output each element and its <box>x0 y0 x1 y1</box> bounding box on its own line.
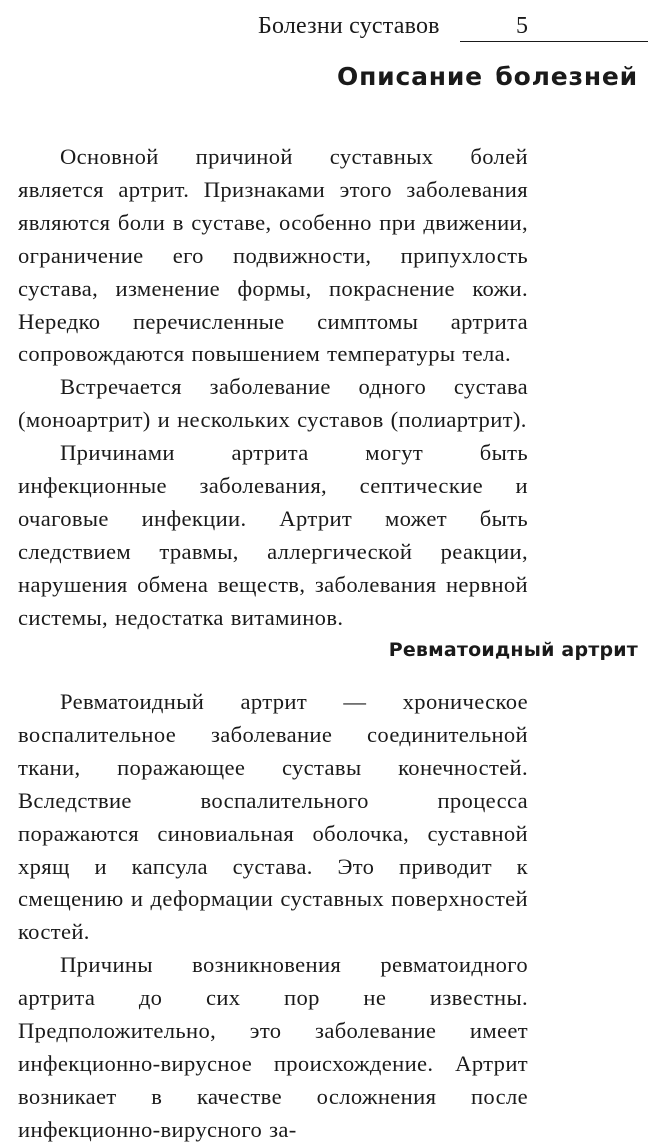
page-number: 5 <box>516 13 528 39</box>
paragraph: Причинами артрита могут быть инфекционные заболевания, септические и очаговые инфекции. Артрит может быть следствием травмы, аллергической реакции, нарушения обмена веществ, заболевания нервной системы, недостатка витаминов. <box>18 440 528 630</box>
paragraph: Ревматоидный артрит — хроническое воспалительное заболевание соединительной ткани, поражающее суставы конечностей. Вследствие воспалительного процесса поражаются синовиальная оболочка, суставной хрящ и капсула сустава. Это приводит к смещению и деформации суставных поверхностей костей. <box>18 689 528 945</box>
section-body <box>18 141 528 635</box>
subsection-body <box>18 686 528 1147</box>
paragraph: Встречается заболевание одного сустава (моноартрит) и нескольких суставов (полиартрит). <box>18 374 528 433</box>
header-rule <box>460 41 648 42</box>
running-header-title: Болезни суставов <box>258 13 440 39</box>
running-header <box>258 8 648 42</box>
paragraph: Причины возникновения ревматоидного артрита до сих пор не известны. Предположительно, это заболевание имеет инфекционно-вирусное происхождение. Артрит возникает в качестве осложнения после инфекционно-вирусного за- <box>18 952 528 1142</box>
section-heading: Описание болезней <box>337 62 638 91</box>
paragraph: Основной причиной суставных болей является артрит. Признаками этого заболевания являются боли в суставе, особенно при движении, ограничение его подвижности, припухлость сустава, изменение формы, покраснение кожи. Нередко перечисленные симптомы артрита сопровождаются повышением температуры тела. <box>18 144 528 367</box>
subsection-heading: Ревматоидный артрит <box>388 639 638 661</box>
